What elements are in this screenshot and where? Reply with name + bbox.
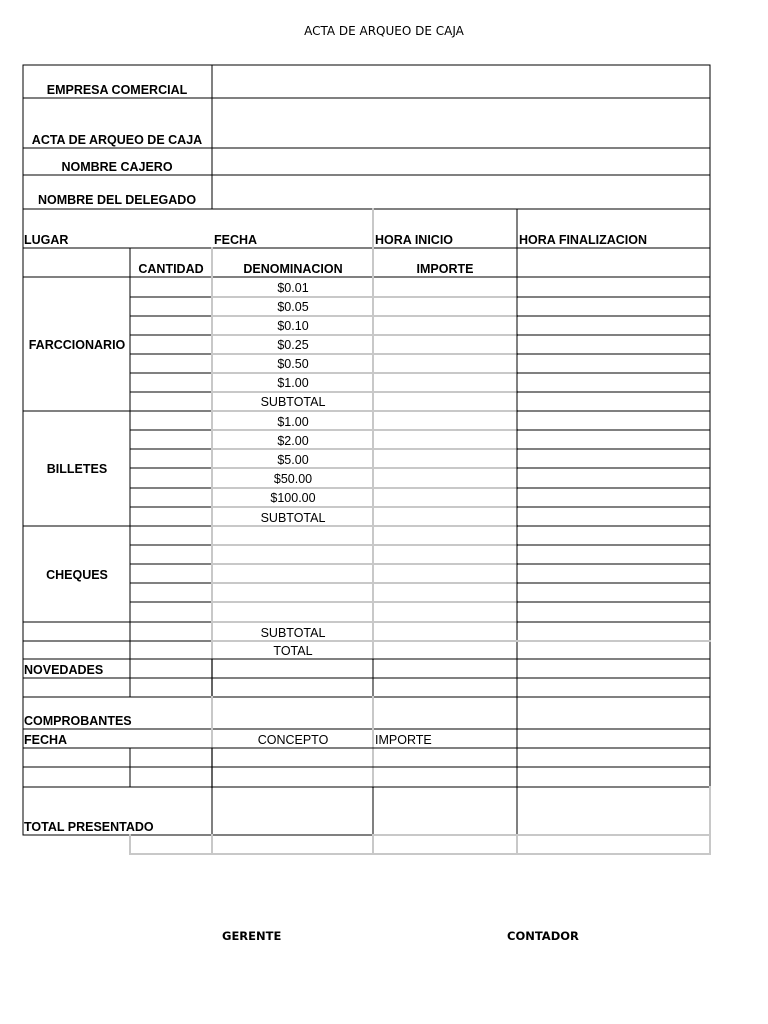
fraccionario-denomination: $0.50 bbox=[277, 357, 309, 371]
billetes-denomination: $50.00 bbox=[273, 472, 313, 486]
concepto-label: CONCEPTO bbox=[257, 733, 329, 747]
total-label: TOTAL bbox=[273, 644, 313, 658]
comprobantes-label: COMPROBANTES bbox=[24, 714, 132, 728]
cheques-label: CHEQUES bbox=[46, 568, 108, 582]
comprobantes-importe-label: IMPORTE bbox=[375, 733, 432, 747]
contador-signature-label: CONTADOR bbox=[507, 929, 579, 943]
delegado-label: NOMBRE DEL DELEGADO bbox=[37, 193, 197, 207]
novedades-label: NOVEDADES bbox=[24, 663, 104, 677]
lugar-label: LUGAR bbox=[24, 233, 69, 247]
table-labels bbox=[24, 83, 647, 834]
cheques-subtotal-label: SUBTOTAL bbox=[260, 626, 326, 640]
cantidad-column-header: CANTIDAD bbox=[138, 262, 204, 276]
fraccionario-denomination: $0.25 bbox=[277, 338, 309, 352]
importe-column-header: IMPORTE bbox=[416, 262, 474, 276]
gerente-signature-label: GERENTE bbox=[222, 929, 282, 943]
table-grid bbox=[23, 65, 710, 854]
comprobantes-fecha-label: FECHA bbox=[24, 733, 68, 747]
billetes-denomination: $2.00 bbox=[277, 434, 309, 448]
document-title: ACTA DE ARQUEO DE CAJA bbox=[304, 24, 464, 38]
fraccionario-denomination: $0.05 bbox=[277, 300, 309, 314]
cajero-label: NOMBRE CAJERO bbox=[61, 160, 173, 174]
fraccionario-denomination: $1.00 bbox=[277, 376, 309, 390]
hora-fin-label: HORA FINALIZACION bbox=[519, 233, 647, 247]
empresa-label: EMPRESA COMERCIAL bbox=[46, 83, 188, 97]
hora-inicio-label: HORA INICIO bbox=[375, 233, 454, 247]
billetes-denomination: $5.00 bbox=[277, 453, 309, 467]
billetes-label: BILLETES bbox=[46, 462, 108, 476]
billetes-denomination: $100.00 bbox=[270, 491, 316, 505]
fraccionario-denomination: $0.10 bbox=[277, 319, 309, 333]
acta-label: ACTA DE ARQUEO DE CAJA bbox=[31, 133, 203, 147]
billetes-denomination: SUBTOTAL bbox=[260, 511, 326, 525]
denominacion-column-header: DENOMINACION bbox=[243, 262, 343, 276]
fraccionario-label: FARCCIONARIO bbox=[28, 338, 126, 352]
billetes-denomination: $1.00 bbox=[277, 415, 309, 429]
fraccionario-denomination: SUBTOTAL bbox=[260, 395, 326, 409]
fecha-label: FECHA bbox=[214, 233, 258, 247]
fraccionario-denomination: $0.01 bbox=[277, 281, 309, 295]
total-presentado-label: TOTAL PRESENTADO bbox=[24, 820, 154, 834]
